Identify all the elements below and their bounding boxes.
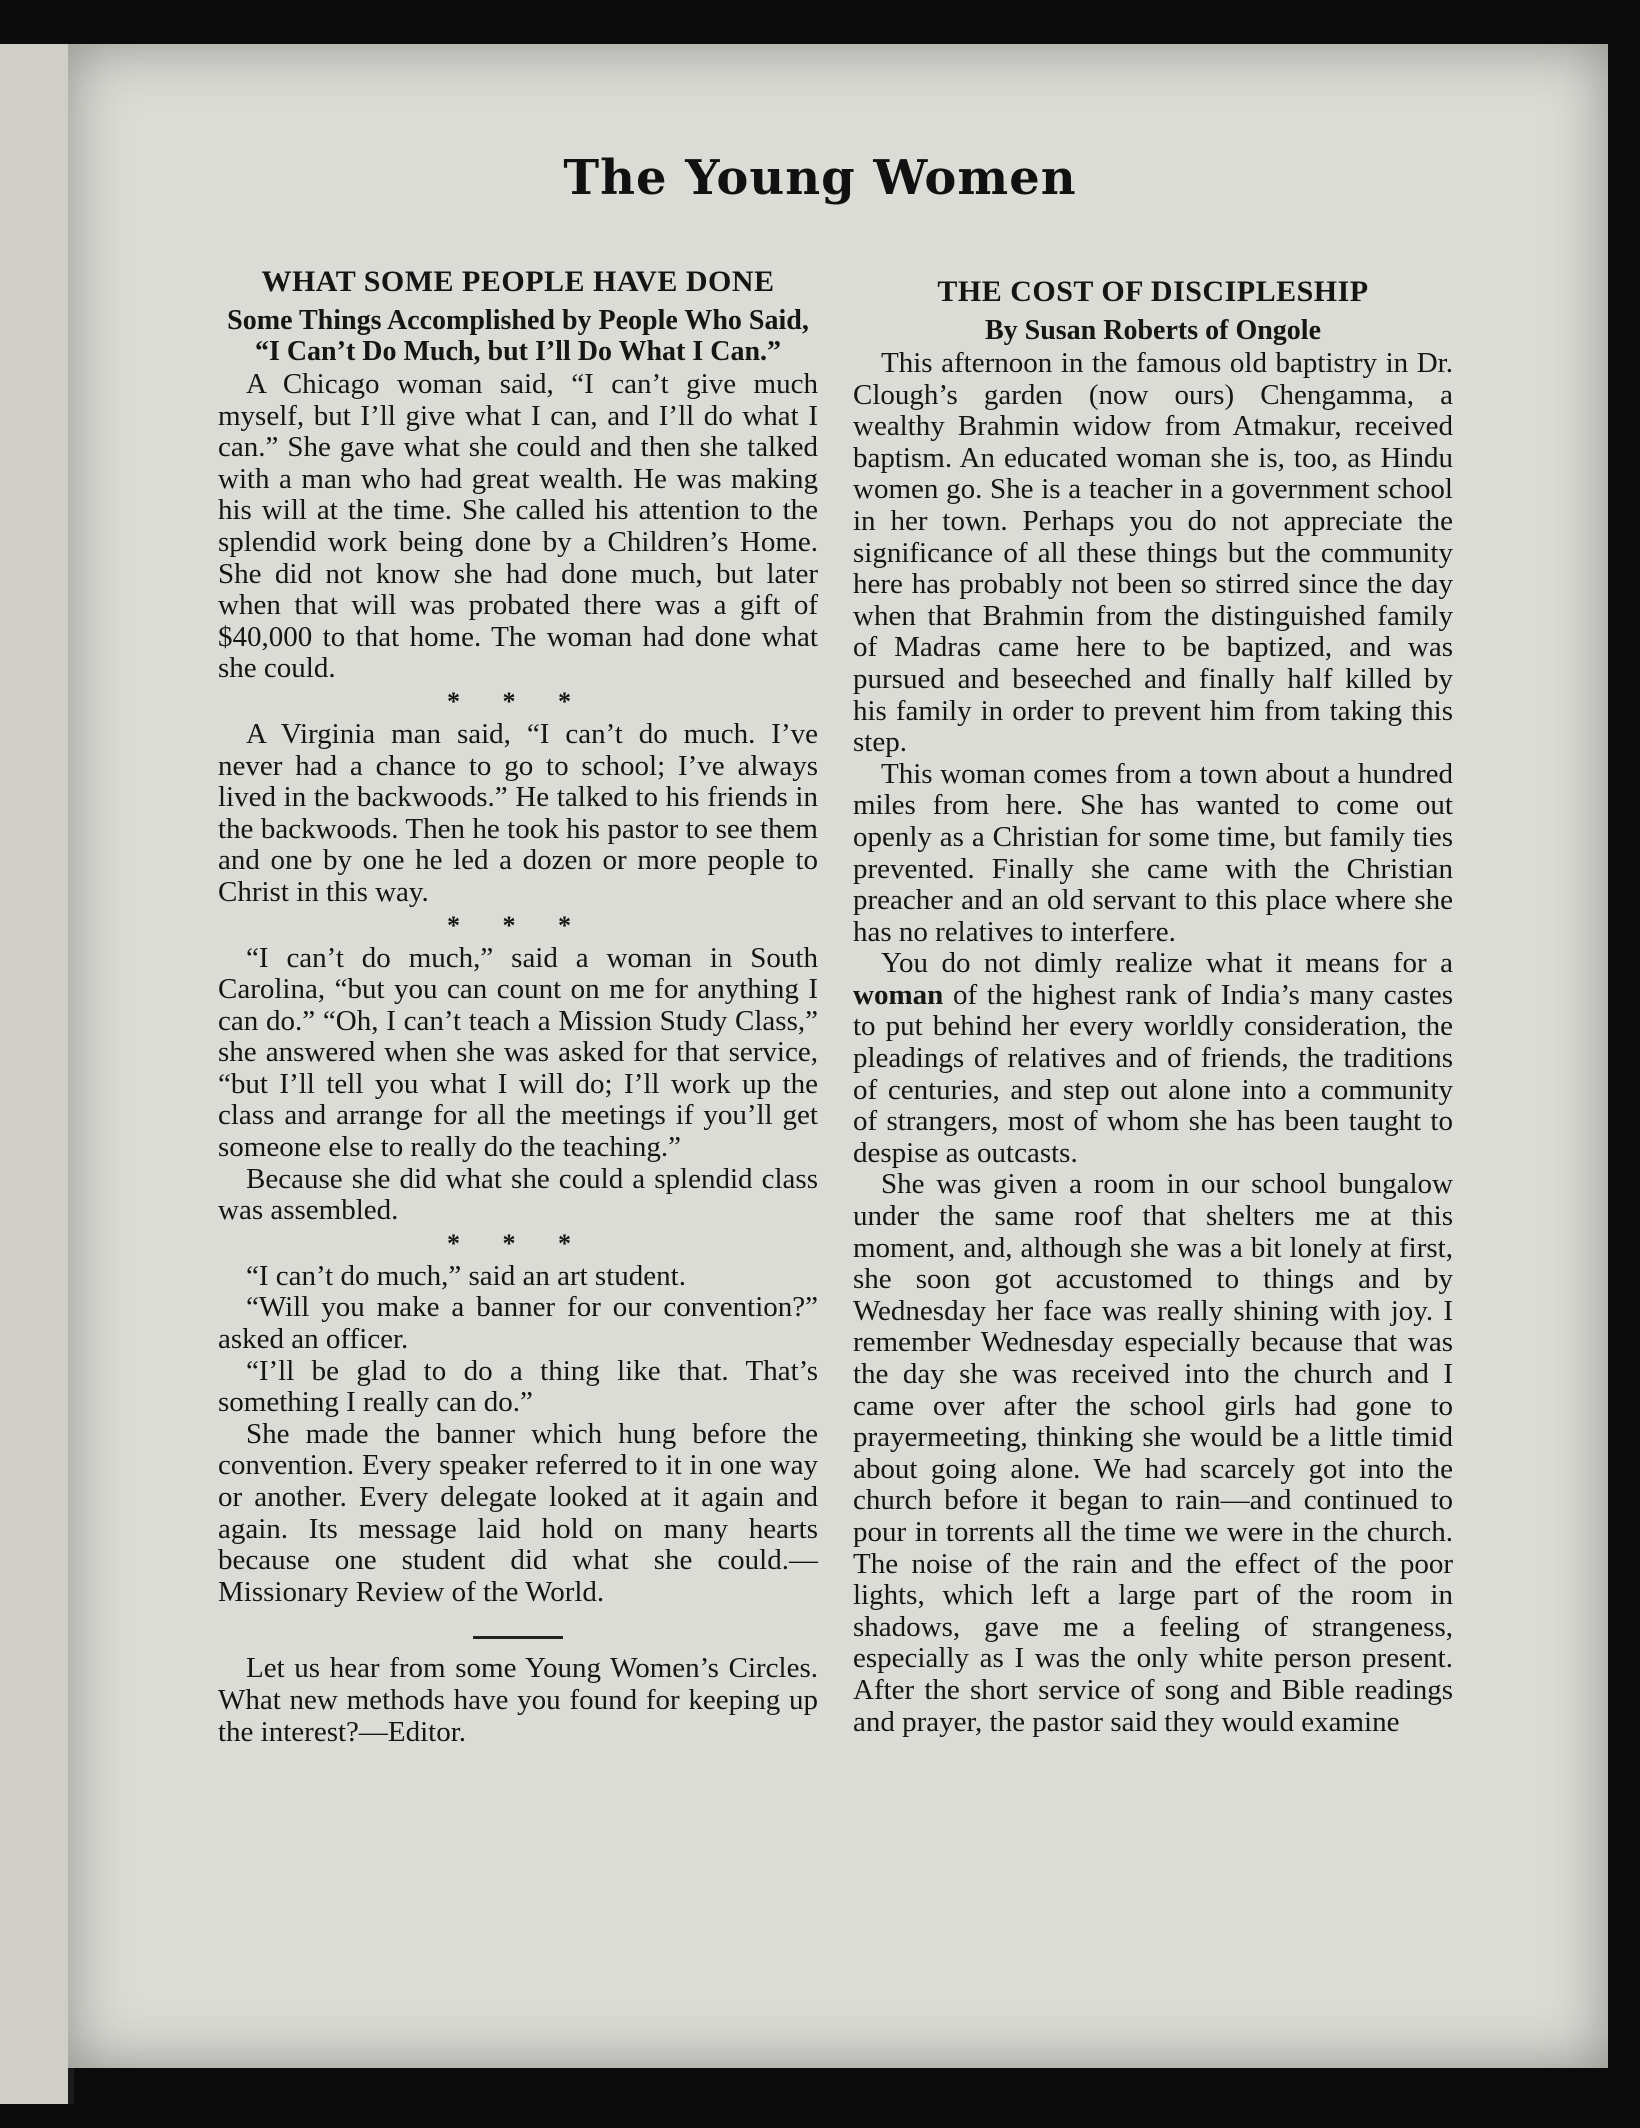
right-paragraph: She was given a room in our school bungalow under the same roof that shelters me at this moment, and, although she was a bit lonely at first, she soon got accustomed to things and by Wednesday her face was really shining with joy. I remember Wednesday especially because that was the day she was received into the church and I came over after the school girls had gone to prayermeeting, thinking she would be a little timid about going alone. We had scarcely got into the church before it began to rain—and continued to pour in torrents all the time we were in the church. The noise of the rain and the effect of the poor lights, which left a large part of the room in shadows, gave me a feeling of strangeness, especially as I was the only white person present. After the short service of song and Bible readings and prayer, the pastor said they would examine xyxy=(853,1168,1453,1738)
editor-note: Let us hear from some Young Women’s Circles. What new methods have you found for keeping up the interest?—Editor. xyxy=(218,1652,818,1748)
text-run: You do not dimly realize what it means for a xyxy=(881,947,1453,980)
left-column xyxy=(218,265,818,1748)
page-masthead: The Young Women xyxy=(563,150,1077,206)
left-headline: WHAT SOME PEOPLE HAVE DONE xyxy=(261,265,775,298)
left-paragraph: “I can’t do much,” said an art student. xyxy=(246,1259,686,1292)
left-paragraph: A Virginia man said, “I can’t do much. I’ve never had a chance to go to school; I’ve always lived in the backwoods.” He talked to his friends in the backwoods. Then he took his pastor to see them and one by one he led a dozen or more people to Christ in this way. xyxy=(218,717,818,908)
right-column xyxy=(853,275,1453,1738)
section-separator: * * * xyxy=(447,1228,589,1258)
left-paragraph: Because she did what she could a splendid class was assembled. xyxy=(218,1162,818,1227)
book-spine xyxy=(0,44,74,2104)
right-headline: THE COST OF DISCIPLESHIP xyxy=(937,275,1369,308)
divider-rule xyxy=(473,1636,563,1639)
left-paragraph: “I’ll be glad to do a thing like that. That’s something I really can do.” xyxy=(218,1354,818,1419)
emphasized-word: woman xyxy=(853,978,944,1011)
text-run: of the highest rank of India’s many castes to put behind her every worldly consideration, the pleadings of relatives and of friends, the traditions of centuries, and step out alone into a community of strangers, most of whom she has been taught to despise as outcasts. xyxy=(853,978,1453,1169)
right-paragraph: This afternoon in the famous old baptistry in Dr. Clough’s garden (now ours) Chengamma, a wealthy Brahmin widow from Atmakur, received baptism. An educated woman she is, too, as Hindu women go. She is a teacher in a government school in her town. Perhaps you do not appreciate the significance of all these things but the community here has probably not been so stirred since the day when that Brahmin from the distinguished family of Madras came here to be baptized, and was pursued and beseeched and finally half killed by his family in order to prevent him from taking this step. xyxy=(853,347,1453,759)
left-paragraph: “I can’t do much,” said a woman in South Carolina, “but you can count on me for anything I can do.” “Oh, I can’t teach a Mission Study Class,” she answered when she was asked for that service, “but I’ll tell you what I will do; I’ll work up the class and arrange for all the meetings if you’ll get someone else to really do the teaching.” xyxy=(218,941,818,1164)
right-byline: By Susan Roberts of Ongole xyxy=(984,315,1322,346)
section-separator: * * * xyxy=(447,686,589,716)
left-subhead: Some Things Accomplished by People Who Said, “I Can’t Do Much, but I’ll Do What I Can.” xyxy=(227,305,809,367)
right-paragraph: This woman comes from a town about a hundred miles from here. She has wanted to come out openly as a Christian for some time, but family ties prevented. Finally she came with the Christian preacher and an old servant to this place where she has no relatives to interfere. xyxy=(853,757,1453,948)
section-separator: * * * xyxy=(447,910,589,940)
left-paragraph: A Chicago woman said, “I can’t give much myself, but I’ll give what I can, and I’ll do what I can.” She gave what she could and then she talked with a man who had great wealth. He was making his will at the time. She called his attention to the splendid work being done by a Children’s Home. She did not know she had done much, but later when that will was probated there was a gift of $40,000 to that home. The woman had done what she could. xyxy=(218,368,818,685)
left-paragraph: She made the banner which hung before the convention. Every speaker referred to it in one way or another. Every delegate looked at it again and again. Its message laid hold on many hearts because one student did what she could.—Missionary Review of the World. xyxy=(218,1417,818,1608)
right-paragraph xyxy=(853,948,1453,1169)
left-paragraph: “Will you make a banner for our convention?” asked an officer. xyxy=(218,1291,818,1356)
